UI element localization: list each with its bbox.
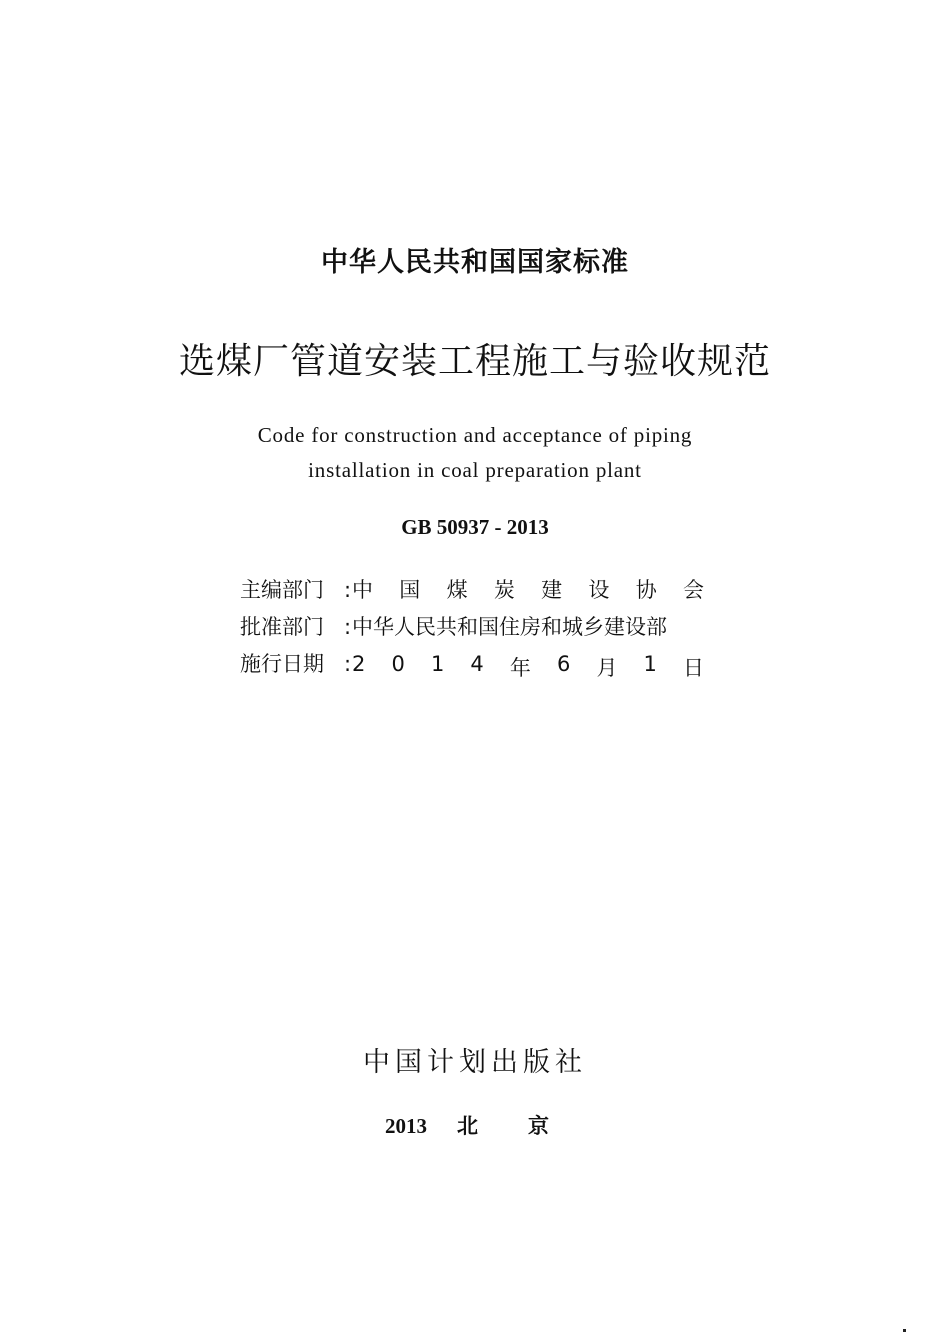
effective-date-label: 施行日期 [240, 652, 324, 676]
approver-label: 批准部门 [240, 615, 324, 639]
publication-year: 2013 [385, 1114, 427, 1138]
title-english [0, 418, 950, 488]
approver-value: 中华人民共和国住房和城乡建设部 [352, 615, 667, 639]
title-english-line-1: Code for construction and acceptance of piping [257, 423, 693, 447]
effective-date-row [240, 648, 710, 685]
title-chinese: 选煤厂管道安装工程施工与验收规范 [178, 341, 771, 382]
publication-city: 北 京 [457, 1114, 549, 1138]
title-english-line-2: installation in coal preparation plant [308, 458, 642, 482]
standard-category-heading: 中华人民共和国国家标准 [321, 247, 629, 278]
publication-line [385, 1110, 549, 1140]
standard-number: GB 50937 - 2013 [401, 515, 549, 539]
approver-separator: : [344, 615, 352, 639]
approver-row [240, 611, 710, 648]
editor-value: 中 国 煤 炭 建 设 协 会 [352, 578, 704, 602]
standard-metadata [240, 574, 710, 685]
scan-speck [903, 1329, 906, 1332]
editor-label: 主编部门 [240, 578, 324, 602]
publisher-name: 中国计划出版社 [363, 1047, 587, 1078]
effective-date-value: 2 0 1 4 年 6 月 1 日 [352, 652, 704, 680]
editor-separator: : [344, 578, 352, 602]
effective-date-separator: : [344, 652, 352, 676]
editor-row [240, 574, 710, 611]
